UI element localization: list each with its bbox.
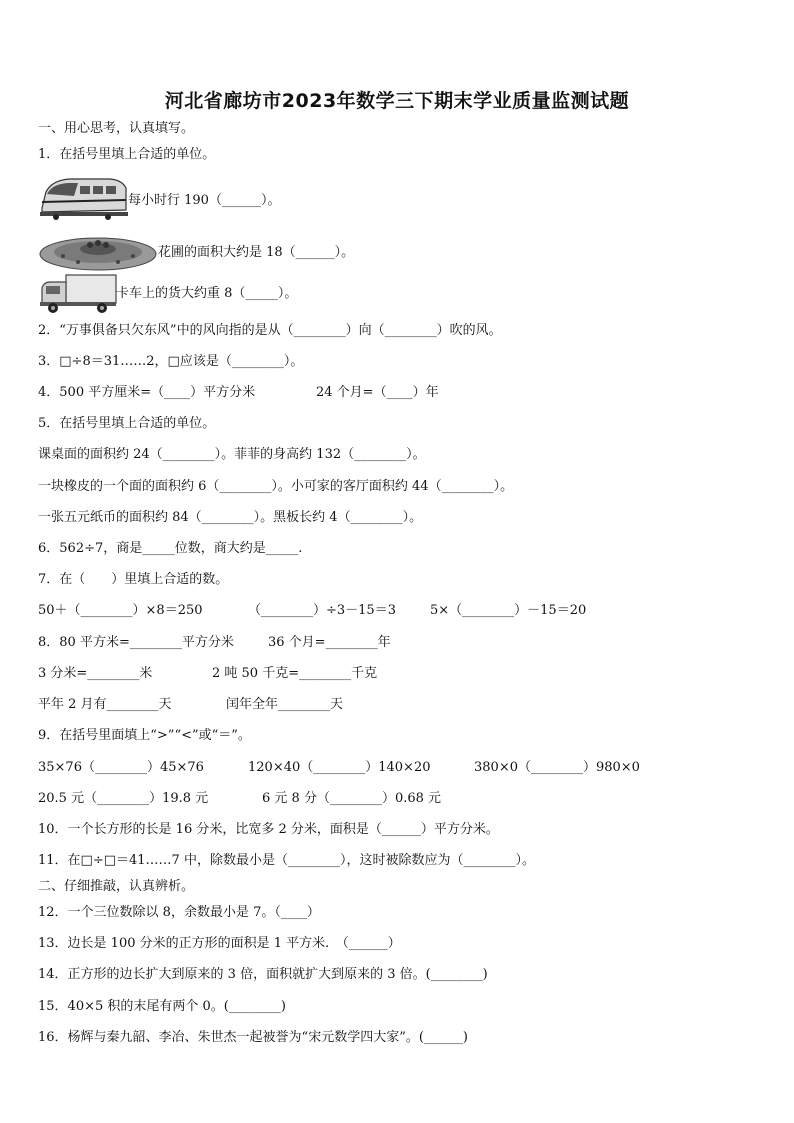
question-6: 6．562÷7，商是_____位数，商大约是_____. <box>38 541 303 556</box>
question-1-train-line: 每小时行 190（______）。 <box>128 193 281 208</box>
question-5-line-3: 一张五元纸币的面积约 84（________）。黑板长约 4（________）。 <box>38 510 423 525</box>
question-11: 11．在□÷□＝41……7 中，除数最小是（________），这时被除数应为（________）。 <box>38 853 535 868</box>
question-4-part-b: 24 个月=（____）年 <box>316 385 439 400</box>
question-13: 13．边长是 100 分米的正方形的面积是 1 平方米. （______） <box>38 936 401 951</box>
question-8-part-b: 36 个月=________年 <box>268 635 391 650</box>
section-heading-1: 一、用心思考，认真填写。 <box>38 121 195 136</box>
question-9-part-c: 380×0（________）980×0 <box>474 760 640 775</box>
question-10: 10．一个长方形的长是 16 分米，比宽多 2 分米，面积是（______）平方分米。 <box>38 822 499 837</box>
question-9-part-b: 120×40（________）140×20 <box>248 760 431 775</box>
question-3: 3．□÷8＝31……2，□应该是（________）。 <box>38 354 304 369</box>
question-8-part-e: 平年 2 月有________天 <box>38 697 172 712</box>
question-8-part-c: 3 分米=________米 <box>38 666 153 681</box>
question-9-part-e: 6 元 8 分（________）0.68 元 <box>262 791 442 806</box>
question-7-part-c: 5×（________）－15＝20 <box>430 603 587 618</box>
question-4-part-a: 4．500 平方厘米=（____）平方分米 <box>38 385 256 400</box>
question-5-line-1: 课桌面的面积约 24（________）。菲菲的身高约 132（________）。 <box>38 447 426 462</box>
truck-image <box>38 272 118 314</box>
question-1-garden-line: 花圃的面积大约是 18（______）。 <box>158 245 355 260</box>
train-image <box>38 174 128 222</box>
question-9-stem: 9．在括号里面填上“>”“<”或“＝”。 <box>38 728 251 743</box>
question-9-part-a: 35×76（________）45×76 <box>38 760 204 775</box>
question-1-stem: 1．在括号里填上合适的单位。 <box>38 147 216 162</box>
page-title: 河北省廊坊市2023年数学三下期末学业质量监测试题 <box>164 90 630 112</box>
question-16: 16．杨辉与秦九韶、李冶、朱世杰一起被誉为“宋元数学四大家”。(______) <box>38 1030 468 1045</box>
question-1-truck-line: 卡车上的货大约重 8（_____）。 <box>116 286 298 301</box>
question-12: 12．一个三位数除以 8，余数最小是 7。（____） <box>38 905 320 920</box>
question-8-part-a: 8．80 平方米=________平方分米 <box>38 635 234 650</box>
question-2: 2．“万事俱备只欠东风”中的风向指的是从（________）向（________）吹的风。 <box>38 323 502 338</box>
section-heading-2: 二、仔细推敲，认真辨析。 <box>38 879 195 894</box>
question-7-part-b: （________）÷3－15＝3 <box>248 603 396 618</box>
question-15: 15．40×5 积的末尾有两个 0。(________) <box>38 999 286 1014</box>
question-14: 14．正方形的边长扩大到原来的 3 倍，面积就扩大到原来的 3 倍。(________) <box>38 967 488 982</box>
question-5-stem: 5．在括号里填上合适的单位。 <box>38 416 216 431</box>
question-7-stem: 7．在（ ）里填上合适的数。 <box>38 572 229 587</box>
flower-garden-image <box>38 232 158 272</box>
question-5-line-2: 一块橡皮的一个面的面积约 6（________）。小可家的客厅面积约 44（________）。 <box>38 479 514 494</box>
question-9-part-d: 20.5 元（________）19.8 元 <box>38 791 209 806</box>
question-8-part-f: 闰年全年________天 <box>226 697 344 712</box>
question-7-part-a: 50＋（________）×8＝250 <box>38 603 203 618</box>
question-8-part-d: 2 吨 50 千克=________千克 <box>212 666 378 681</box>
